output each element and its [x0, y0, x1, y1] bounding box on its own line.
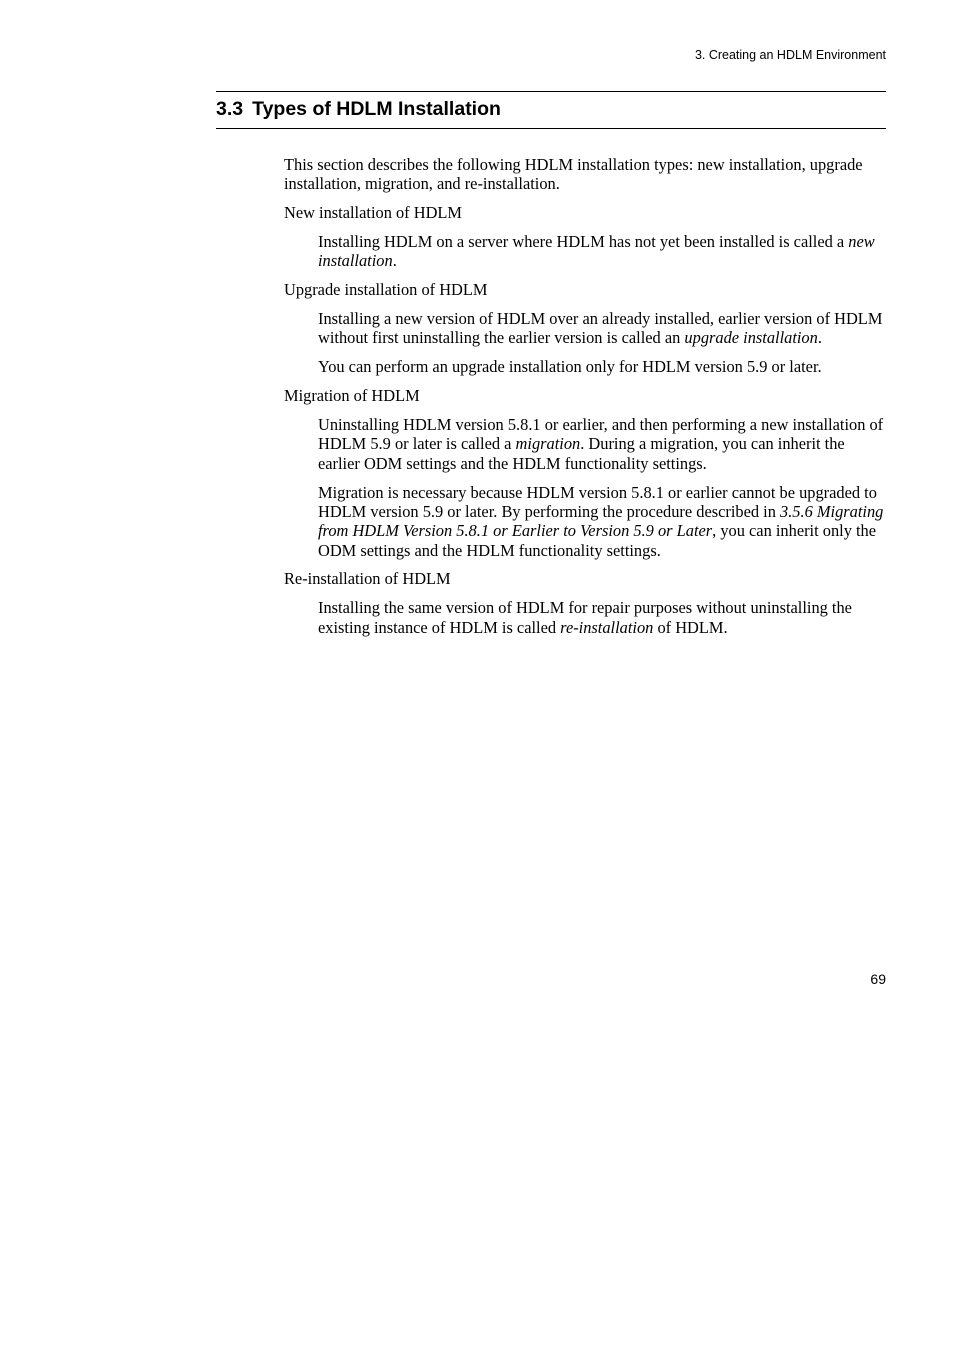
upgrade-installation-description: [318, 309, 886, 348]
text-run: , you can inherit only the ODM settings and the HDLM functionality settings.: [318, 521, 877, 560]
intro-paragraph: This section describes the following HDLM installation types: new installation, upgrade installation, migration, and re-installation.: [284, 155, 863, 194]
text-run: Installing the same version of HDLM for repair purposes without uninstalling the existing instance of HDLM is called: [318, 598, 852, 637]
term-migration: Migration of HDLM: [284, 386, 420, 406]
term-reinstallation: Re-installation of HDLM: [284, 569, 451, 589]
text-run: Uninstalling HDLM version 5.8.1 or earlier, and then performing a new installation of HDLM 5.9 or later is called a: [318, 415, 884, 454]
emphasis-term: new installation: [318, 232, 875, 271]
text-run: of HDLM.: [653, 617, 728, 637]
emphasis-term: re-installation: [560, 617, 654, 637]
term-upgrade-installation: Upgrade installation of HDLM: [284, 280, 488, 300]
text-run: Installing HDLM on a server where HDLM has not yet been installed is called a: [318, 232, 849, 252]
text-run: .: [817, 328, 822, 348]
text-run: . During a migration, you can inherit the earlier ODM settings and the HDLM functionality settings.: [318, 434, 845, 473]
text-run: .: [392, 251, 397, 271]
cross-reference: 3.5.6 Migrating from HDLM Version 5.8.1 or Earlier to Version 5.9 or Later: [318, 501, 884, 541]
text-run: Installing a new version of HDLM over an already installed, earlier version of HDLM without first uninstalling the earlier version is called an: [318, 309, 883, 348]
migration-description: [318, 415, 886, 473]
emphasis-term: migration: [515, 434, 581, 454]
section-body: [284, 155, 886, 646]
migration-necessity: [318, 483, 886, 560]
running-head: 3. Creating an HDLM Environment: [694, 48, 886, 62]
section-heading: [216, 91, 886, 129]
section-number: 3.3: [216, 98, 244, 120]
new-installation-description: [318, 232, 886, 271]
emphasis-term: upgrade installation: [684, 328, 818, 348]
page-number: 69: [870, 971, 886, 987]
reinstallation-description: [318, 598, 886, 637]
text-run: Migration is necessary because HDLM version 5.8.1 or earlier cannot be upgraded to HDLM version 5.9 or later. By performing the procedure described in: [318, 482, 877, 521]
term-new-installation: New installation of HDLM: [284, 203, 462, 223]
upgrade-installation-note: You can perform an upgrade installation only for HDLM version 5.9 or later.: [318, 357, 822, 377]
section-title: Types of HDLM Installation: [252, 98, 501, 120]
